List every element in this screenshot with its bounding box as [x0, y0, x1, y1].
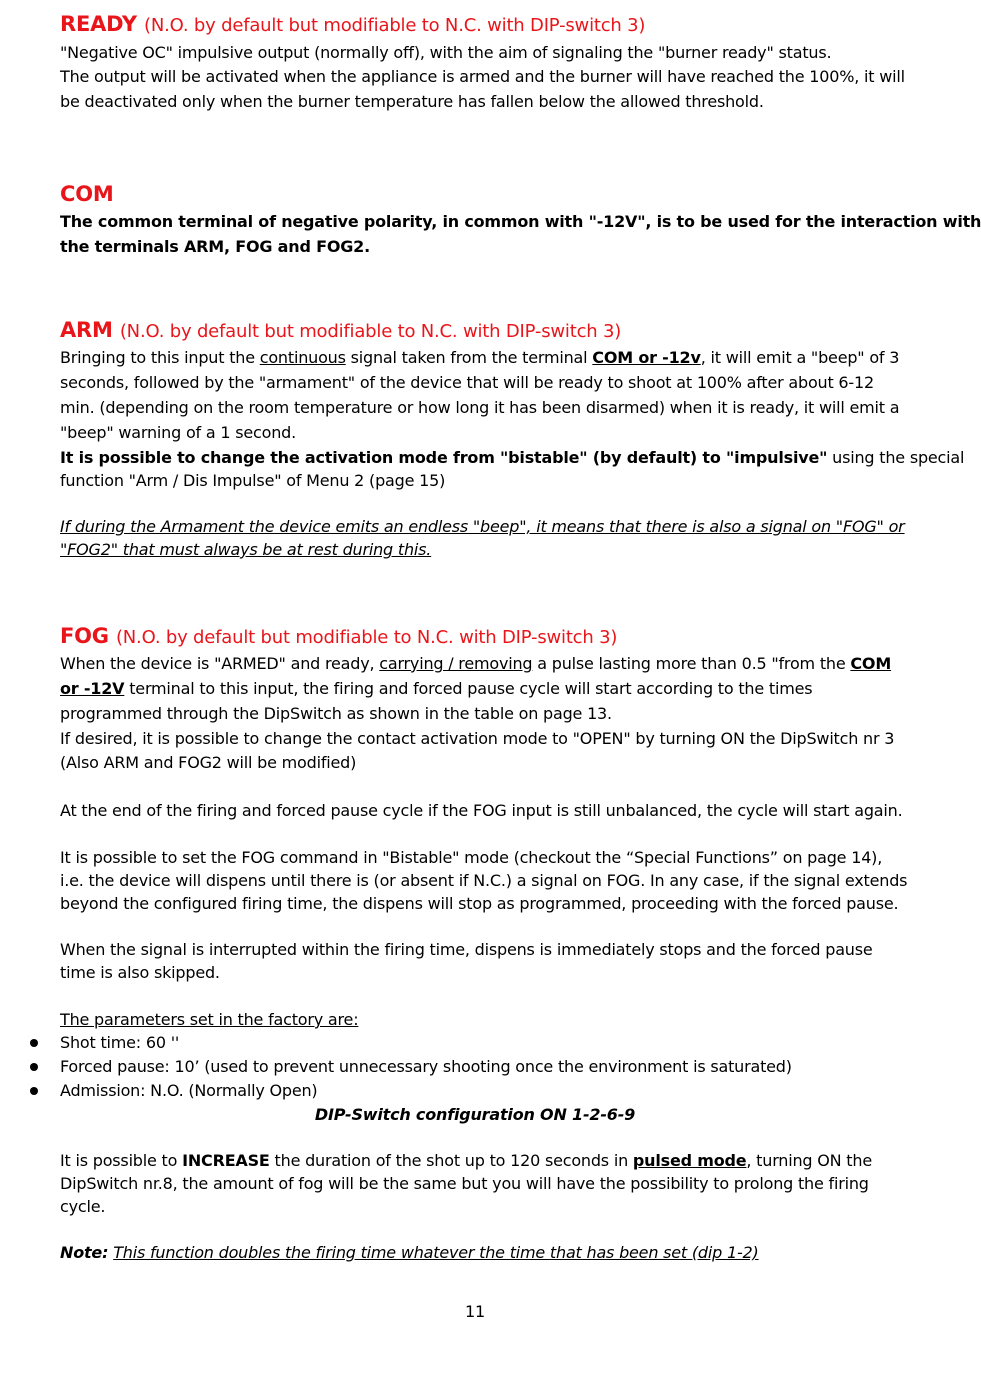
ready-line-3: be deactivated only when the burner temperature has fallen below the allowed threshold. [60, 92, 764, 111]
arm-line-1 [60, 348, 905, 368]
fog-carrying-removing: carrying / removing [379, 654, 533, 673]
arm-heading [60, 317, 905, 345]
arm-text: Bringing to this input the [60, 348, 260, 367]
arm-text: signal taken from the terminal [345, 348, 593, 367]
arm-text: using the special [827, 448, 965, 467]
note-label: Note: [60, 1243, 109, 1262]
fog-text: When the device is "ARMED" and ready, [60, 654, 380, 673]
fog-line-2 [60, 679, 905, 699]
com-line-1: The common terminal of negative polarity, in common with "-12V", is to be used for the interaction with [60, 212, 981, 231]
increase-line-2: DipSwitch nr.8, the amount of fog will be the same but you will have the possibility to prolong the firing [60, 1174, 869, 1193]
note-line [60, 1243, 905, 1263]
arm-subtitle: (N.O. by default but modifiable to N.C. with DIP-switch 3) [119, 321, 622, 342]
arm-line-6: function "Arm / Dis Impulse" of Menu 2 (page 15) [60, 471, 446, 490]
arm-line-5 [60, 448, 965, 468]
fog-subtitle: (N.O. by default but modifiable to N.C. with DIP-switch 3) [115, 627, 618, 648]
ready-heading [60, 11, 905, 39]
fog-com: COM [850, 654, 892, 673]
arm-title: ARM [60, 318, 113, 342]
fog-bistable-1: It is possible to set the FOG command in "Bistable" mode (checkout the “Special Functions” on page 14), [60, 848, 883, 867]
param-item: Forced pause: 10’ (used to prevent unnecessary shooting once the environment is saturated) [60, 1057, 792, 1076]
arm-com-terminal: COM or -12v [592, 348, 701, 367]
param-item: Admission: N.O. (Normally Open) [60, 1081, 318, 1100]
arm-line-4: "beep" warning of a 1 second. [60, 423, 296, 442]
page-number: 11 [465, 1302, 485, 1321]
fog-params-title: The parameters set in the factory are: [60, 1010, 359, 1029]
arm-activation-mode: It is possible to change the activation mode from "bistable" (by default) to "impulsive" [60, 448, 828, 467]
bullet-icon [30, 1039, 38, 1047]
increase-line-3: cycle. [60, 1197, 106, 1216]
fog-text: terminal to this input, the firing and forced pause cycle will start according to the times [124, 679, 813, 698]
bullet-icon [30, 1063, 38, 1071]
fog-line-1 [60, 654, 905, 674]
bullet-icon [30, 1087, 38, 1095]
increase-text: It is possible to [60, 1151, 183, 1170]
arm-text: , it will emit a "beep" of 3 [700, 348, 900, 367]
fog-heading [60, 623, 905, 651]
fog-title: FOG [60, 624, 109, 648]
fog-line-5: (Also ARM and FOG2 will be modified) [60, 753, 357, 772]
dip-switch-config: DIP-Switch configuration ON 1-2-6-9 [314, 1105, 636, 1124]
fog-line-3: programmed through the DipSwitch as shown in the table on page 13. [60, 704, 612, 723]
com-title: COM [60, 182, 114, 206]
increase-text: , turning ON the [746, 1151, 872, 1170]
increase-text: the duration of the shot up to 120 seconds in [269, 1151, 633, 1170]
pulsed-mode: pulsed mode [632, 1151, 747, 1170]
note-text: This function doubles the firing time whatever the time that has been set (dip 1-2) [113, 1243, 759, 1262]
increase-keyword: INCREASE [182, 1151, 270, 1170]
param-item: Shot time: 60 '' [60, 1033, 180, 1052]
fog-interrupt-2: time is also skipped. [60, 963, 220, 982]
com-heading [60, 181, 905, 207]
com-line-2: the terminals ARM, FOG and FOG2. [60, 237, 370, 256]
fog-paragraph-cycle: At the end of the firing and forced pause cycle if the FOG input is still unbalanced, the cycle will start again. [60, 801, 903, 820]
fog-text: a pulse lasting more than 0.5 "from the [532, 654, 851, 673]
arm-line-2: seconds, followed by the "armament" of the device that will be ready to shoot at 100% after about 6-12 [60, 373, 874, 392]
ready-line-2: The output will be activated when the appliance is armed and the burner will have reached the 100%, it will [60, 67, 905, 86]
arm-note-1: If during the Armament the device emits an endless "beep", it means that there is also a signal on "FOG" or [60, 517, 905, 536]
arm-note-2: "FOG2" that must always be at rest during this. [60, 540, 432, 559]
arm-line-3: min. (depending on the room temperature or how long it has been disarmed) when it is ready, it will emit a [60, 398, 900, 417]
fog-bistable-2: i.e. the device will dispens until there is (or absent if N.C.) a signal on FOG. In any case, if the signal extends [60, 871, 908, 890]
fog-minus-12v: or -12V [60, 679, 125, 698]
fog-interrupt-1: When the signal is interrupted within the firing time, dispens is immediately stops and the forced pause [60, 940, 873, 959]
ready-line-1: "Negative OC" impulsive output (normally off), with the aim of signaling the "burner ready" status. [60, 43, 832, 62]
arm-continuous: continuous [259, 348, 346, 367]
fog-bistable-3: beyond the configured firing time, the dispens will stop as programmed, proceeding with the forced pause. [60, 894, 899, 913]
ready-subtitle: (N.O. by default but modifiable to N.C. with DIP-switch 3) [144, 15, 646, 36]
ready-title: READY [60, 12, 137, 36]
fog-line-4: If desired, it is possible to change the contact activation mode to "OPEN" by turning ON the DipSwitch nr 3 [60, 729, 895, 748]
increase-line-1 [60, 1151, 905, 1171]
